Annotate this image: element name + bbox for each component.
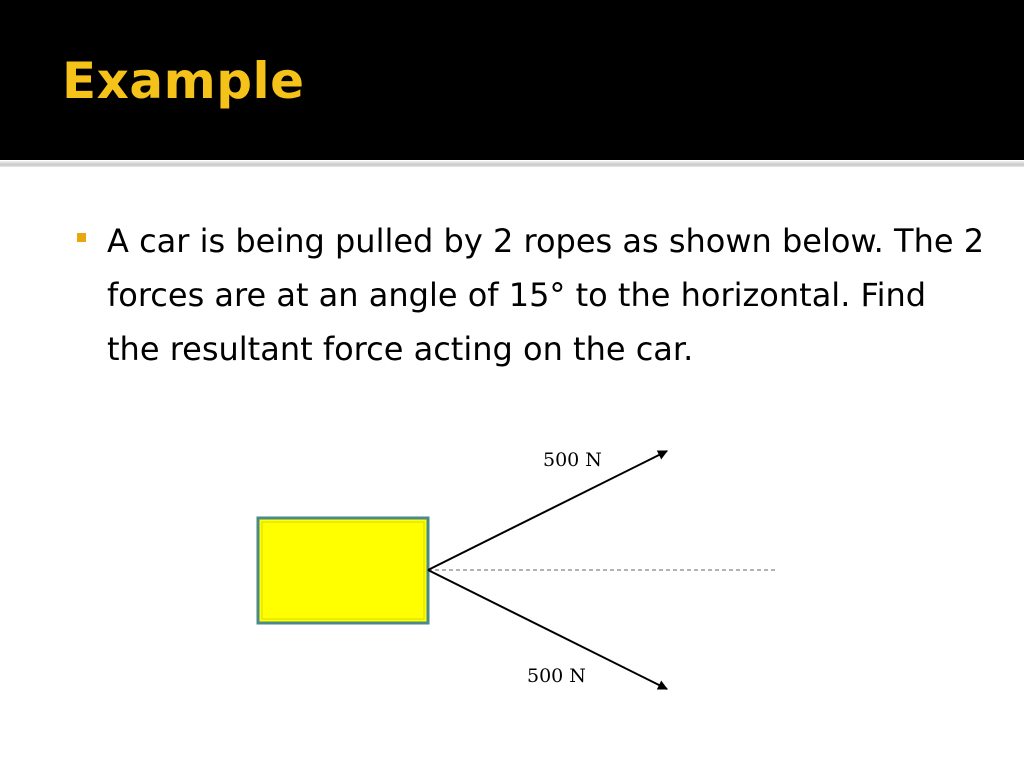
upper-force-label: 500 N <box>543 449 602 471</box>
lower-force-label: 500 N <box>527 665 586 687</box>
bullet-text: A car is being pulled by 2 ropes as shown below. The 2 forces are at an angle of 15° to the horizontal. Find the resultant force acting on the car. <box>107 222 985 368</box>
slide-title: Example <box>62 52 305 110</box>
car-box <box>258 518 428 623</box>
